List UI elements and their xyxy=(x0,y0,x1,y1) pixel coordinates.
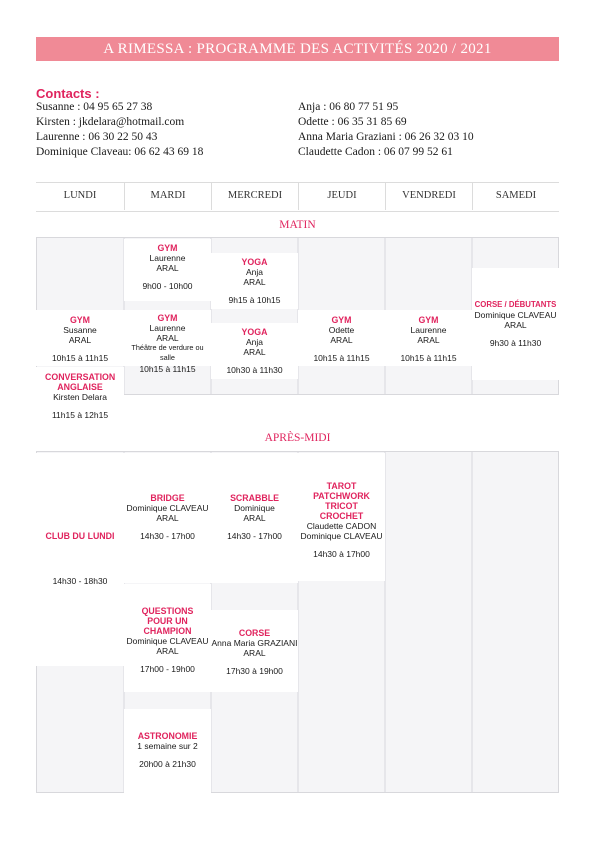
activity-person-2: Dominique CLAVEAU xyxy=(300,531,383,541)
activity-person: Odette xyxy=(328,325,355,335)
activity-time: 20h00 à 21h30 xyxy=(139,759,196,769)
activity-card-astronomie xyxy=(124,709,211,793)
day-header-tuesday: MARDI xyxy=(124,182,211,210)
day-header-wednesday: MERCREDI xyxy=(211,182,298,210)
activity-title: YOGA xyxy=(241,327,268,337)
day-header-thursday: JEUDI xyxy=(298,182,385,210)
activity-place: ARAL xyxy=(417,335,440,345)
activity-title: CLUB DU LUNDI xyxy=(45,531,115,541)
contact-left-2: Kirsten : jkdelara@hotmail.com xyxy=(36,116,185,128)
activity-time: 9h30 à 11h30 xyxy=(489,338,542,348)
activity-person: Anna Maria GRAZIANI xyxy=(211,638,298,648)
contact-left-4: Dominique Claveau: 06 62 43 69 18 xyxy=(36,146,204,158)
activity-person: Laurenne xyxy=(149,323,186,333)
activity-place: ARAL xyxy=(243,513,266,523)
activity-card-tarot-patchwork xyxy=(298,453,385,581)
activity-card-gym-friday xyxy=(385,310,472,366)
contacts-label: Contacts : xyxy=(36,86,100,101)
activity-card-gym-tuesday-morning xyxy=(124,239,211,301)
activity-person: Susanne xyxy=(63,325,97,335)
activity-title: SCRABBLE xyxy=(230,493,279,503)
activity-person: Dominique CLAVEAU xyxy=(126,636,209,646)
contact-left-1: Susanne : 04 95 65 27 38 xyxy=(36,101,153,113)
activity-card-yoga-wednesday-2 xyxy=(211,323,298,379)
activity-title: QUESTIONS POUR UN CHAMPION xyxy=(141,606,194,636)
activity-time: 17h30 à 19h00 xyxy=(226,666,283,676)
activity-card-corse xyxy=(211,610,298,692)
activity-title: YOGA xyxy=(241,257,268,267)
activity-card-gym-tuesday-2 xyxy=(124,310,211,374)
activity-person: Dominique CLAVEAU xyxy=(474,310,557,320)
section-title-afternoon: APRÈS-MIDI xyxy=(264,432,331,444)
activity-card-yoga-wednesday-1 xyxy=(211,253,298,309)
activity-place: ARAL xyxy=(243,648,266,658)
activity-time: 9h00 - 10h00 xyxy=(142,281,193,291)
activity-place: ARAL xyxy=(156,333,179,343)
activity-time: 14h30 - 17h00 xyxy=(140,531,195,541)
activity-title: GYM xyxy=(157,243,178,253)
activity-title: GYM xyxy=(331,315,352,325)
activity-time: 14h30 à 17h00 xyxy=(313,549,370,559)
activity-place: ARAL xyxy=(68,335,92,345)
activity-person: Dominique xyxy=(234,503,275,513)
activity-title: GYM xyxy=(157,313,178,323)
activity-place: ARAL xyxy=(156,646,179,656)
activity-title: GYM xyxy=(69,315,91,325)
activity-card-corse-debutants xyxy=(472,268,559,380)
activity-person: Anja xyxy=(245,337,263,347)
activity-person: Claudette CADON xyxy=(306,521,377,531)
section-title-morning: MATIN xyxy=(279,219,316,231)
activity-card-gym-monday xyxy=(36,310,124,366)
contact-right-4: Claudette Cadon : 06 07 99 52 61 xyxy=(298,146,453,158)
activity-place: ARAL xyxy=(504,320,527,330)
activity-title: BRIDGE xyxy=(150,493,185,503)
page-title: A RIMESSA : PROGRAMME DES ACTIVITÉS 2020 / 2021 xyxy=(36,37,559,61)
day-header-monday: LUNDI xyxy=(63,190,97,201)
activity-time: 10h15 à 11h15 xyxy=(313,353,370,363)
activity-card-bridge xyxy=(124,453,211,583)
activity-title: CORSE / DÉBUTANTS xyxy=(474,300,557,309)
activity-title: ASTRONOMIE xyxy=(137,731,198,741)
activity-title: TAROT PATCHWORK TRICOT CROCHET xyxy=(313,481,370,521)
activity-person: Laurenne xyxy=(149,253,186,263)
activity-card-gym-thursday xyxy=(298,310,385,366)
activity-time: 10h15 à 11h15 xyxy=(51,353,109,363)
contact-left-3: Laurenne : 06 30 22 50 43 xyxy=(36,131,158,143)
activity-person: Laurenne xyxy=(410,325,447,335)
activity-time: 10h15 à 11h15 xyxy=(139,364,196,374)
activity-note: 1 semaine sur 2 xyxy=(137,741,198,751)
activity-place: ARAL xyxy=(156,263,179,273)
contact-right-2: Odette : 06 35 31 85 69 xyxy=(298,116,407,128)
day-header-saturday: SAMEDI xyxy=(472,182,559,210)
activity-title: CORSE xyxy=(238,628,271,638)
activity-time: 14h30 - 18h30 xyxy=(52,576,108,586)
activity-time: 10h15 à 11h15 xyxy=(400,353,457,363)
activity-time: 10h30 à 11h30 xyxy=(226,365,283,375)
contact-right-1: Anja : 06 80 77 51 95 xyxy=(298,101,399,113)
activity-time: 17h00 - 19h00 xyxy=(140,664,195,674)
contact-right-3: Anna Maria Graziani : 06 26 32 03 10 xyxy=(298,131,474,143)
activity-person: Dominique CLAVEAU xyxy=(126,503,209,513)
activity-time: 14h30 - 17h00 xyxy=(227,531,282,541)
activity-title: CONVERSATION ANGLAISE xyxy=(45,372,116,392)
activity-venue: Théâtre de verdure ou salle xyxy=(131,343,204,362)
activity-card-conversation-anglaise xyxy=(36,367,124,425)
day-header-friday: VENDREDI xyxy=(385,182,472,210)
activity-person: Kirsten Delara xyxy=(53,392,107,402)
activity-place: ARAL xyxy=(156,513,179,523)
activity-time: 9h15 à 10h15 xyxy=(228,295,281,305)
activity-place: ARAL xyxy=(243,347,266,357)
activity-title: GYM xyxy=(418,315,439,325)
activity-place: ARAL xyxy=(330,335,353,345)
activity-place: ARAL xyxy=(243,277,266,287)
activity-card-club-du-lundi xyxy=(36,453,124,666)
activity-person: Anja xyxy=(245,267,263,277)
activity-time: 11h15 à 12h15 xyxy=(51,410,109,420)
activity-card-scrabble xyxy=(211,453,298,583)
activity-card-questions-pour-un-champion xyxy=(124,584,211,692)
